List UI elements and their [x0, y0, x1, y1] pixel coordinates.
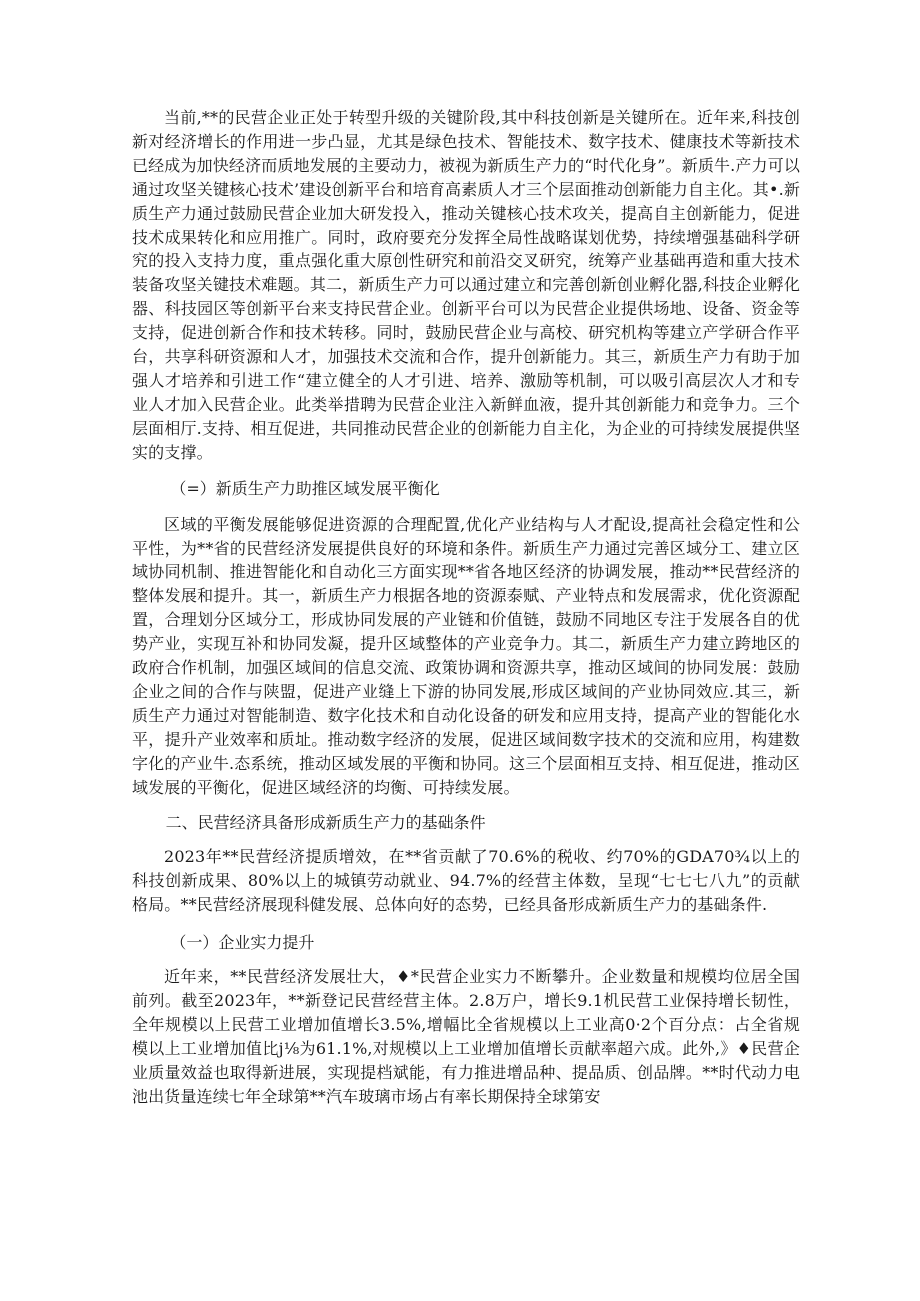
section-heading-enterprise-strength: （一）企业实力提升	[170, 933, 315, 953]
body-paragraph-contribution: 2023年**民营经济提质增效，在**省贡献了70.6%的税收、约70%的GDA70¾以上的科技创新成果、80%以上的城镇劳动就业、94.7%的经营主体数，呈现“七七七八九”的贡献格局。**民营经济展现科健发展、总体向好的态势，已经具备形成新质生产力的基础条件.	[132, 847, 800, 915]
body-paragraph-enterprise-strength: 近年来，**民营经济发展壮大，♦*民营企业实力不断攀升。企业数量和规模均位居全国前列。截至2023年，**新登记民营经营主体。2.8万户，增长9.1机民营工业保持增长韧性，全年规模以上民营工业增加值增长3.5%,增幅比全省规模以上工业高0·2个百分点：占全省规模以上工业增加值比j⅛为61.1%,对规模以上工业增加值增长贡献率超六成。此外,》♦民营企业质量效益也取得新进展，实现提档斌能，有力推进增品种、提品质、创品牌。**时代动力电池出货量连续七年全球第**汽车玻璃市场占有率长期保持全球第安	[132, 967, 800, 1106]
body-paragraph-regional-balance: 区域的平衡发展能够促进资源的合理配置,优化产业结构与人才配设,提高社会稳定性和公平性，为**省的民营经济发展提供良好的环境和条件。新质生产力通过完善区域分工、建立区域协同机制、推进智能化和自动化三方面实现**省各地区经济的协调发展，推动**民营经济的整体发展和提升。其一，新质生产力根据各地的资源泰赋、产业特点和发展需求，优化资源配置，合理划分区域分工，形成协同发展的产业链和价值链，鼓励不同地区专注于发展各自的优势产业，实现互补和协同发凝，提升区域整体的产业竞争力。其二，新质生产力建立跨地区的政府合作机制，加强区域间的信息交流、政策协调和资源共享，推动区域间的协同发展：鼓励企业之间的合作与陕盟，促进产业缝上下游的协同发展,形成区域间的产业协同效应.其三，新质生产力通过对智能制造、数字化技术和自动化设备的研发和应用支持，提高产业的智能化水平，提升产业效率和质址。推动数字经济的发展，促进区域间数字技术的交流和应用，构建数字化的产业牛.态系统，推动区域发展的平衡和协同。这三个层面相互支持、相互促进，推动区域发展的平衡化，促进区域经济的均衡、可持续发展。	[132, 514, 800, 797]
chapter-heading-foundation: 二、民营经济具备形成新质生产力的基础条件	[165, 813, 486, 833]
section-heading-regional-balance: （=）新质生产力助推区域发展平衡化	[170, 478, 440, 498]
body-paragraph-tech-innovation: 当前,**的民营企业正处于转型升级的关键阶段,其中科技创新是关键所在。近年来,科技创新对经济增长的作用进一步凸显，尤其是绿色技术、智能技术、数字技术、健康技术等新技术已经成为加快经济而质地发展的主要动力，被视为新质生产力的“时代化身”。新质牛.产力可以通过攻坚关键核心技术’建设创新平台和培育高素质人才三个层面推动创新能力自主化。其•.新质生产力通过鼓励民营企业加大研发投入，推动关键核心技术攻关，提高自主创新能力，促进技术成果转化和应用推广。同时，政府要充分发挥全局性战略谋划优势，持续增强基础科学研究的投入支持力度，重点强化重大原创性研究和前沿交叉研究，统筹产业基础再造和重大技术装备攻坚关键技术难题。其二，新质生产力可以通过建立和完善创新创业孵化器,科技企业孵化器、科技园区等创新平台来支持民营企业。创新平台可以为民营企业提供场地、设备、资金等支持，促进创新合作和技术转移。同时，鼓励民营企业与高校、研究机构等建立产学研合作平台，共享科研资源和人才，加强技术交流和合作，提升创新能力。其三，新质生产力有助于加强人才培养和引进工作“建立健全的人才引进、培养、激励等机制，可以吸引高层次人才和专业人才加入民营企业。此类举措聘为民营企业注入新鲜血液，提升其创新能力和竞争力。三个层面相厅.支持、相互促进，共同推动民营企业的创新能力自主化，为企业的可持续发展提供坚实的支撑。	[132, 108, 800, 462]
document-page	[132, 106, 800, 1109]
